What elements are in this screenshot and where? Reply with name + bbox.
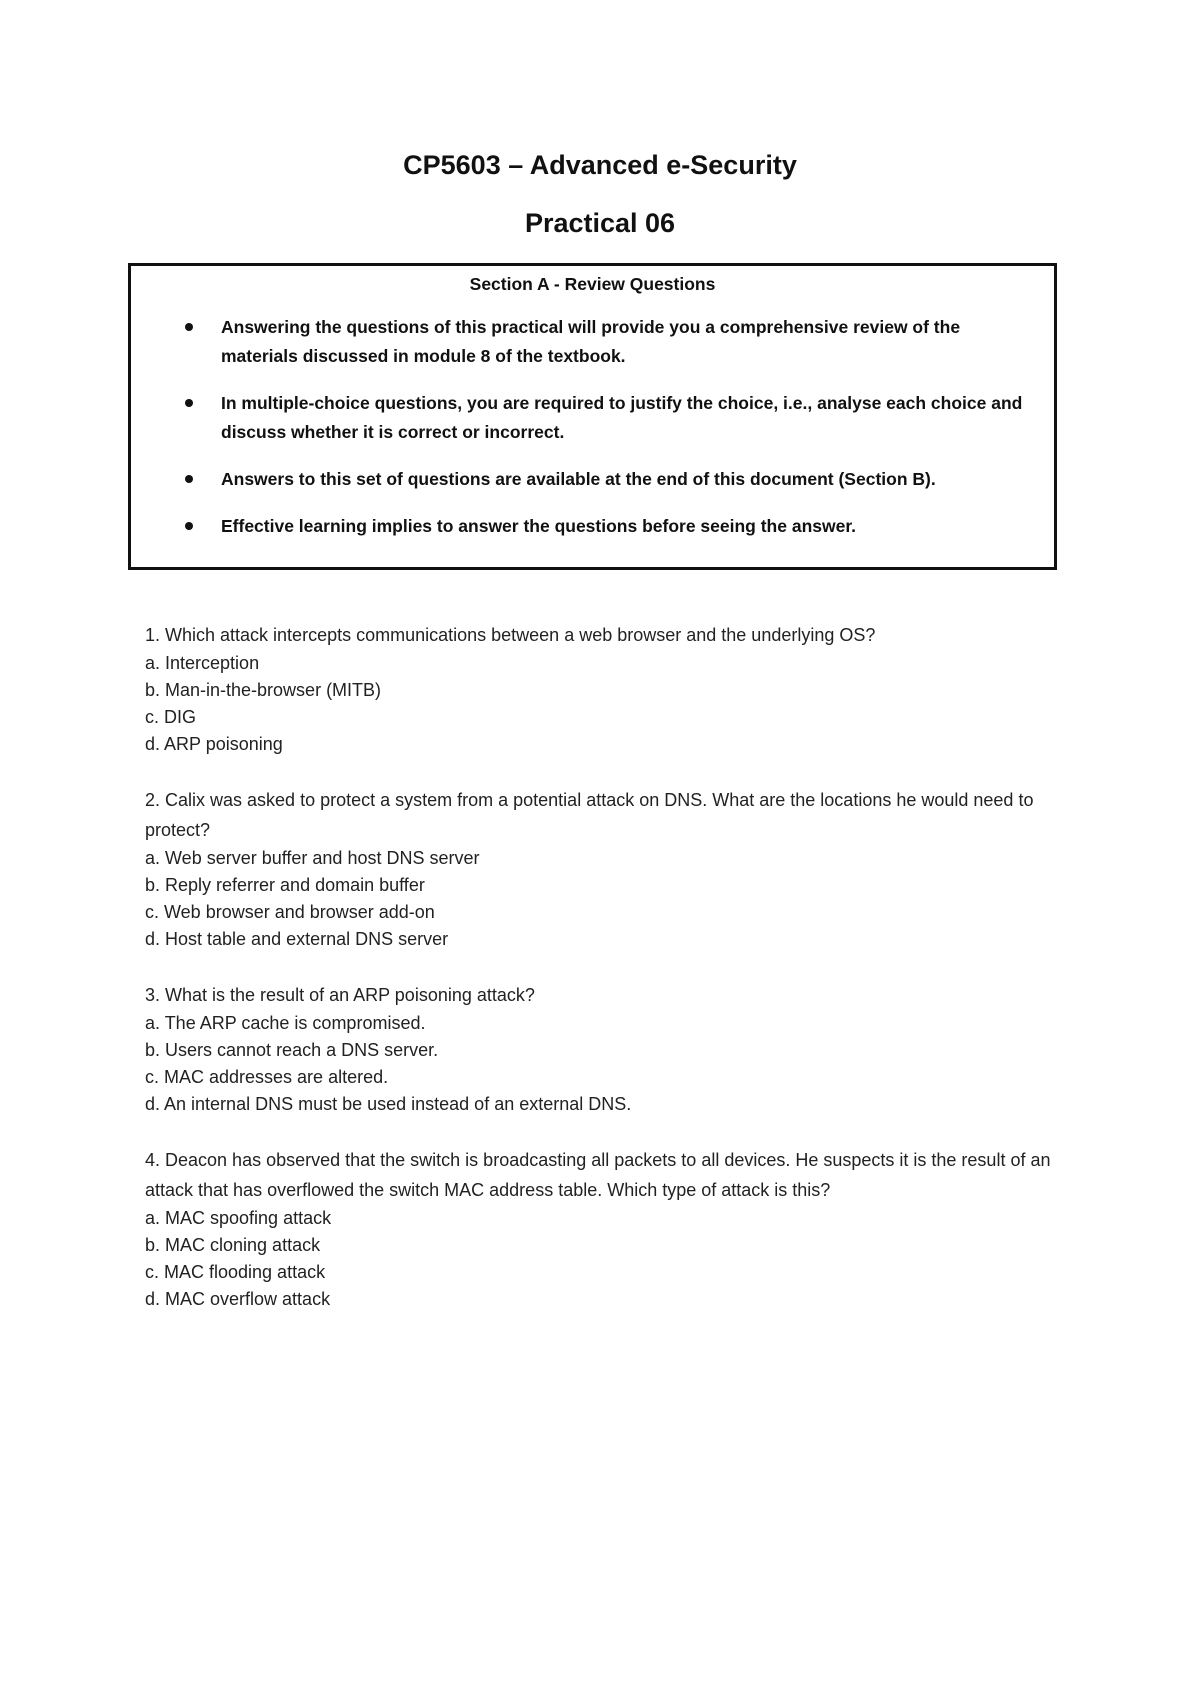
- question-4: [145, 1145, 1085, 1313]
- info-box-list: [131, 313, 1054, 559]
- question-2: [145, 785, 1085, 953]
- info-box-item: [131, 313, 1054, 371]
- option-b: b. MAC cloning attack: [145, 1235, 321, 1255]
- option-a: a. MAC spoofing attack: [145, 1208, 332, 1228]
- bullet-icon: [185, 475, 193, 483]
- option-d: d. ARP poisoning: [145, 734, 283, 754]
- info-box: [128, 263, 1057, 570]
- option-d: d. MAC overflow attack: [145, 1289, 331, 1309]
- option-c: c. DIG: [145, 707, 197, 727]
- question-text: 3. What is the result of an ARP poisoning attack?: [145, 985, 535, 1005]
- bullet-icon: [185, 323, 193, 331]
- option-d: d. An internal DNS must be used instead of an external DNS.: [145, 1094, 632, 1114]
- option-b: b. Man-in-the-browser (MITB): [145, 680, 382, 700]
- question-text: 1. Which attack intercepts communications between a web browser and the underlying OS?: [145, 625, 876, 645]
- question-text: 4. Deacon has observed that the switch is broadcasting all packets to all devices. He suspects it is the result of an attack that has overflowed the switch MAC address table. Which type of attack is this?: [145, 1150, 1051, 1200]
- question-text: 2. Calix was asked to protect a system from a potential attack on DNS. What are the locations he would need to protect?: [145, 790, 1034, 840]
- option-a: a. Interception: [145, 653, 260, 673]
- question-1: [145, 620, 1085, 758]
- option-c: c. MAC addresses are altered.: [145, 1067, 389, 1087]
- option-d: d. Host table and external DNS server: [145, 929, 449, 949]
- bullet-icon: [185, 399, 193, 407]
- option-b: b. Users cannot reach a DNS server.: [145, 1040, 439, 1060]
- info-box-item-text: Answers to this set of questions are available at the end of this document (Section B).: [221, 469, 936, 489]
- document-subtitle: Practical 06: [524, 208, 676, 238]
- option-a: a. The ARP cache is compromised.: [145, 1013, 426, 1033]
- question-list: [145, 620, 1085, 1340]
- info-box-heading: Section A - Review Questions: [469, 274, 716, 294]
- option-b: b. Reply referrer and domain buffer: [145, 875, 425, 895]
- option-a: a. Web server buffer and host DNS server: [145, 848, 480, 868]
- option-c: c. Web browser and browser add-on: [145, 902, 435, 922]
- info-box-item-text: In multiple-choice questions, you are required to justify the choice, i.e., analyse each choice and discuss whether it is correct or incorrect.: [221, 393, 1023, 442]
- info-box-item: [131, 512, 1054, 541]
- document-title: CP5603 – Advanced e-Security: [403, 150, 797, 180]
- info-box-item: [131, 465, 1054, 494]
- info-box-item: [131, 389, 1054, 447]
- question-3: [145, 980, 1085, 1118]
- info-box-item-text: Effective learning implies to answer the questions before seeing the answer.: [221, 516, 857, 536]
- bullet-icon: [185, 522, 193, 530]
- option-c: c. MAC flooding attack: [145, 1262, 326, 1282]
- info-box-item-text: Answering the questions of this practical will provide you a comprehensive review of the materials discussed in module 8 of the textbook.: [221, 317, 961, 366]
